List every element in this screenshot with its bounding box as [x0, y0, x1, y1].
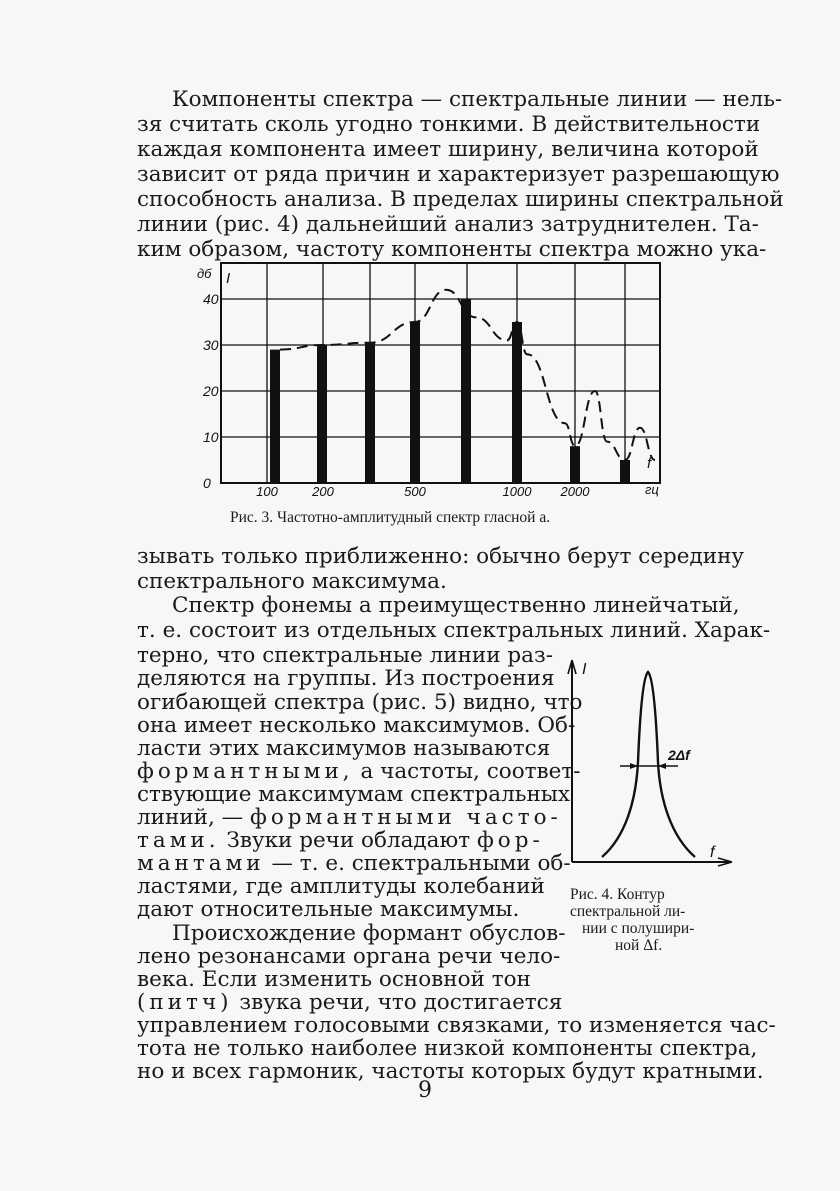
text-line: лено резонансами органа речи чело-	[137, 944, 561, 969]
x-tick-label: 200	[312, 484, 334, 499]
width-label: 2Δf	[668, 747, 690, 763]
y-tick-label: 20	[203, 383, 219, 399]
text-line: огибающей спектра (рис. 5) видно, что	[137, 690, 583, 715]
harmonic-bar	[410, 322, 420, 483]
spectral-line-contour-figure	[560, 652, 740, 872]
chart-grid	[221, 263, 660, 483]
x-tick-labels	[256, 484, 590, 499]
x-tick-label: 100	[256, 484, 278, 499]
caption-line: ной Δf.	[615, 937, 663, 954]
contour-curve	[602, 672, 695, 857]
text-span: а частоты, соответ-	[353, 759, 581, 784]
text-line: т. е. состоит из отдельных спектральных линий. Харак-	[137, 618, 771, 643]
y-tick-label: 10	[203, 429, 219, 445]
y-axis-symbol: I	[226, 270, 231, 287]
x-tick-label: 1000	[502, 484, 532, 499]
y-axis-symbol: I	[582, 661, 587, 678]
page-number: 9	[418, 1078, 432, 1103]
y-unit-label: дб	[197, 266, 212, 281]
text-line: зя считать сколь угодно тонкими. В действительности	[137, 112, 761, 137]
harmonic-bar	[570, 446, 580, 483]
emphasis-text: тами.	[137, 828, 220, 853]
text-span: линий, —	[137, 805, 250, 830]
harmonic-bar	[512, 322, 522, 483]
y-tick-label: 0	[203, 475, 211, 491]
text-line: Происхождение формант обуслов-	[172, 921, 566, 946]
x-tick-label: 500	[404, 484, 426, 499]
chart-frame	[221, 263, 660, 483]
text-line: деляются на группы. Из построения	[137, 666, 555, 691]
text-line: Спектр фонемы а преимущественно линейчатый,	[172, 593, 740, 618]
harmonic-bar	[317, 345, 327, 483]
text-line	[137, 829, 544, 853]
spectrum-chart	[185, 256, 675, 506]
caption-line: Рис. 4. Контур	[570, 886, 665, 903]
harmonic-bar	[620, 460, 630, 483]
emphasis-text: (питч)	[137, 990, 233, 1015]
text-line: каждая компонента имеет ширину, величина которой	[137, 137, 759, 162]
x-axis-symbol: f	[647, 455, 652, 472]
text-line: дают относительные максимумы.	[137, 897, 520, 922]
text-line: ласти этих максимумов называются	[137, 736, 551, 761]
y-tick-labels	[202, 291, 219, 491]
text-line: зывать только приближенно: обычно берут середину	[137, 544, 745, 569]
harmonic-bar	[270, 350, 280, 483]
x-axis-symbol: f	[710, 844, 715, 861]
text-line: линии (рис. 4) дальнейший анализ затруднителен. Та-	[137, 212, 759, 237]
text-span: звука речи, что достигается	[232, 990, 563, 1015]
text-line: Компоненты спектра — спектральные линии — нель-	[172, 87, 783, 112]
text-span: — т. е. спектральными об-	[264, 851, 571, 876]
text-line: ствующие максимумам спектральных	[137, 782, 571, 807]
text-span: Звуки речи обладают	[219, 828, 477, 853]
text-line	[137, 760, 581, 784]
text-line: зависит от ряда причин и характеризует разрешающую	[137, 162, 780, 187]
y-tick-label: 30	[203, 337, 219, 353]
text-line: тота не только наиболее низкой компоненты спектра,	[137, 1036, 758, 1061]
y-tick-label: 40	[203, 291, 219, 307]
text-line: века. Если изменить основной тон	[137, 967, 531, 992]
text-line: способность анализа. В пределах ширины спектральной	[137, 187, 784, 212]
caption-line: нии с полушири-	[582, 920, 695, 937]
text-line: терно, что спектральные линии раз-	[137, 643, 553, 668]
text-line: ким образом, частоту компоненты спектра можно ука-	[137, 237, 767, 262]
caption-line: спектральной ли-	[570, 903, 686, 920]
text-line: она имеет несколько максимумов. Об-	[137, 713, 576, 738]
text-line: но и всех гармоник, частоты которых будут кратными.	[137, 1059, 764, 1084]
emphasis-text: формантными часто-	[249, 805, 562, 830]
text-line: ластями, где амплитуды колебаний	[137, 874, 545, 899]
x-unit-label: гц	[645, 482, 659, 497]
text-line	[137, 991, 562, 1015]
text-line: управлением голосовыми связками, то изменяется час-	[137, 1013, 776, 1038]
text-line	[137, 806, 562, 830]
text-line	[137, 852, 571, 876]
emphasis-text: фор-	[476, 828, 544, 853]
emphasis-text: формантными,	[137, 759, 354, 784]
harmonic-bar	[461, 299, 471, 483]
x-tick-label: 2000	[560, 484, 590, 499]
harmonic-bar	[365, 343, 375, 483]
figure-3-caption: Рис. 3. Частотно-амплитудный спектр гласной а.	[230, 509, 551, 526]
emphasis-text: мантами	[137, 851, 265, 876]
text-line: спектрального максимума.	[137, 569, 447, 594]
